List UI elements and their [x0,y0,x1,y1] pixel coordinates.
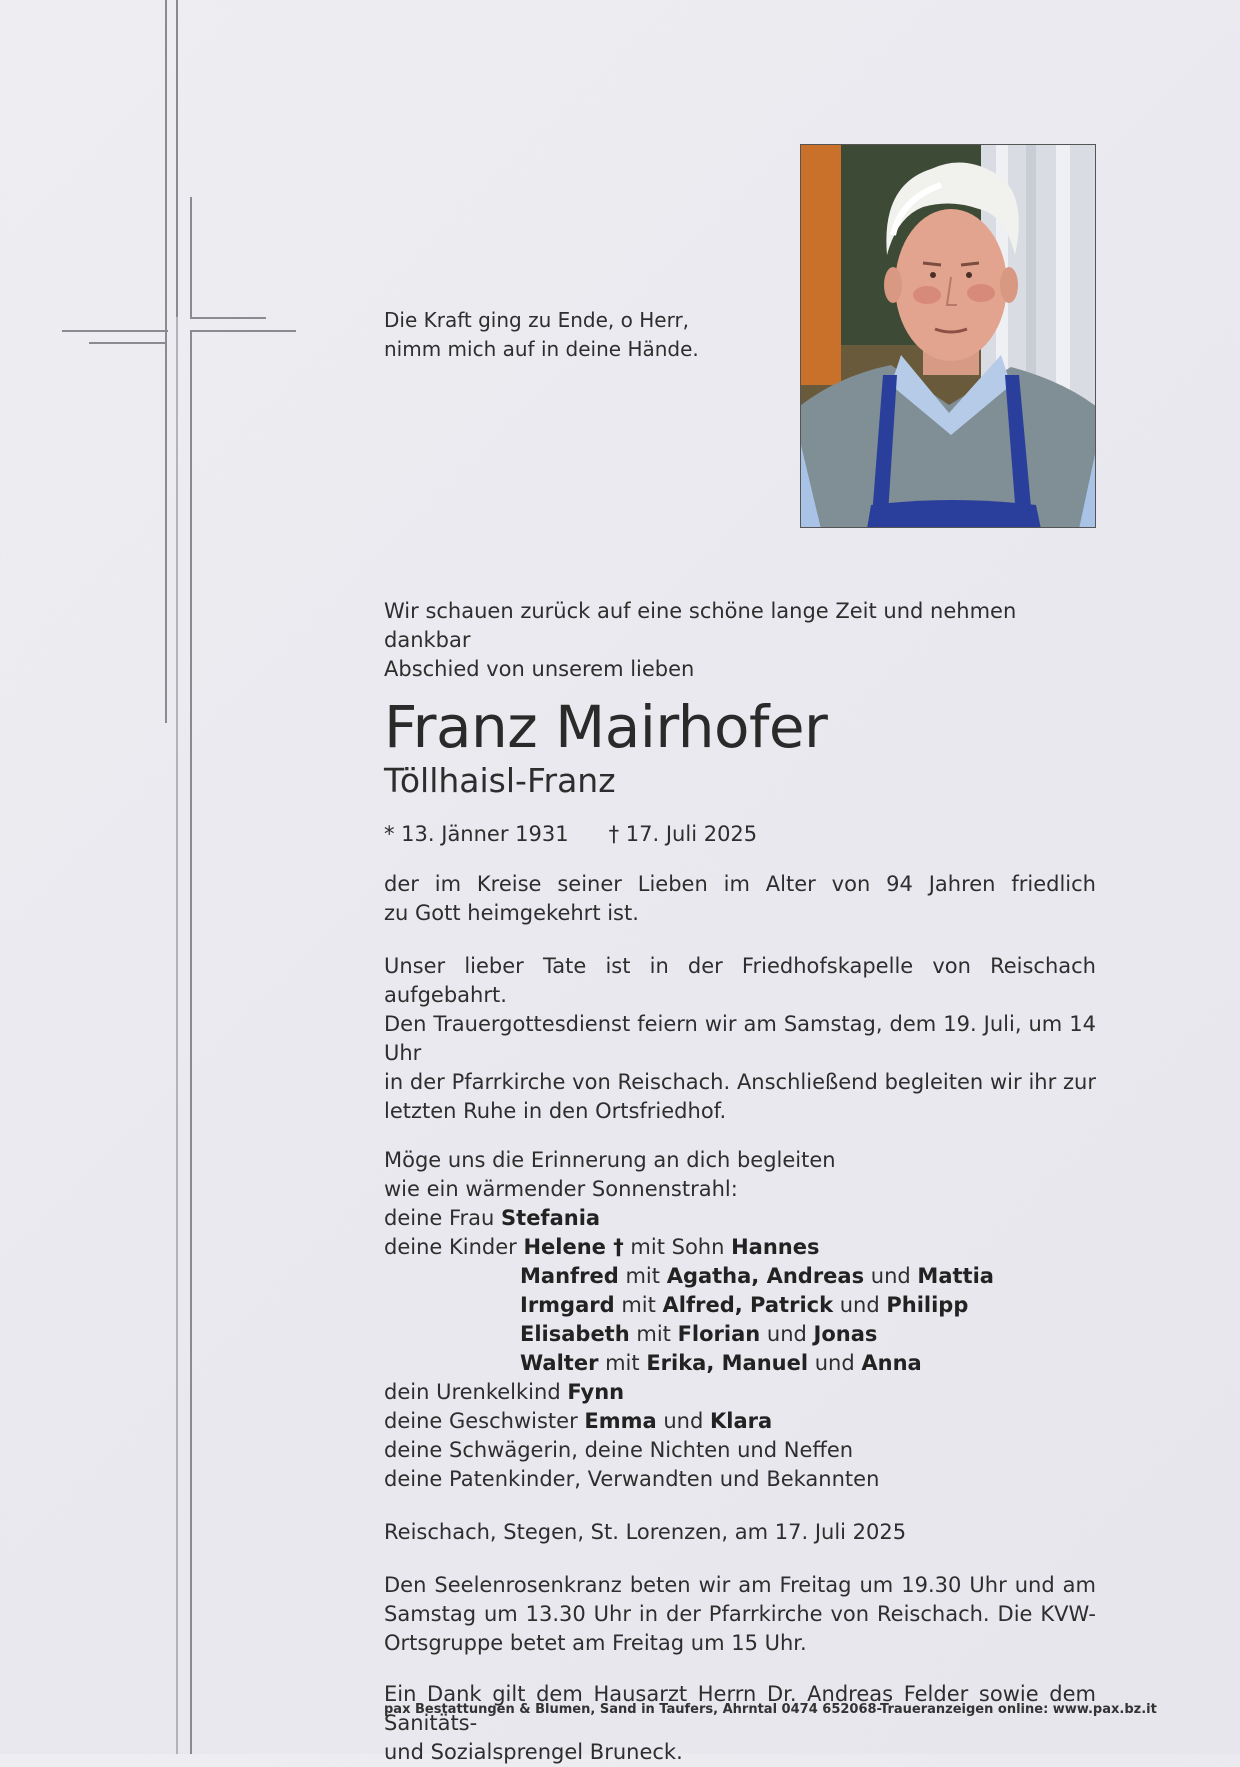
connector-text: mit Sohn [623,1235,732,1259]
passing-line-2: zu Gott heimgekehrt ist. [384,901,639,925]
passing-paragraph [384,870,1096,928]
wish-line-1: Möge uns die Erinnerung an dich begleiten [384,1148,836,1172]
rosary-paragraph [384,1571,1096,1658]
sibling-name: Klara [710,1409,773,1433]
birth-date: * 13. Jänner 1931 [384,822,569,846]
children-row-5 [384,1349,1096,1378]
connector-text: mit [629,1322,678,1346]
connector-text: und [808,1351,862,1375]
funeral-home-footer: pax Bestattungen & Blumen, Sand in Taufers, Ahrntal 0474 652068-Traueranzeigen online: www.pax.bz.it [384,1702,1157,1717]
quote-line-2: nimm mich auf in deine Hände. [384,337,699,361]
sibling-name: Emma [584,1409,657,1433]
connector-text: mit [614,1293,663,1317]
funeral-line-1: Unser lieber Tate ist in der Friedhofskapelle von Reischach aufgebahrt. [384,954,1096,1007]
passing-line-1: der im Kreise seiner Lieben im Alter von 94 Jahren friedlich [384,872,1096,896]
child-name: Manfred [520,1264,619,1288]
connector-text: und [656,1409,710,1433]
rosary-line-3: Ortsgruppe betet am Freitag um 15 Uhr. [384,1631,807,1655]
inlaws-row: deine Schwägerin, deine Nichten und Neffen [384,1438,854,1462]
children-label: deine Kinder [384,1235,524,1259]
rosary-line-1: Den Seelenrosenkranz beten wir am Freitag um 19.30 Uhr und am [384,1573,1096,1597]
children-row-2 [384,1262,1096,1291]
great-grandchild-name: Fynn [567,1380,625,1404]
grandchild-name: Mattia [917,1264,994,1288]
grandchildren-names: Agatha, Andreas [666,1264,865,1288]
children-row-1 [384,1233,1096,1262]
siblings-row [384,1407,1096,1436]
child-name: Walter [520,1351,599,1375]
rosary-line-2: Samstag um 13.30 Uhr in der Pfarrkirche von Reischach. Die KVW- [384,1602,1096,1626]
connector-text: mit [598,1351,647,1375]
funeral-line-4: letzten Ruhe in den Ortsfriedhof. [384,1099,727,1123]
thanks-line-1: Ein Dank gilt dem Hausarzt Herrn Dr. Andreas Felder sowie dem Sanitäts- [384,1682,1096,1735]
intro-text [384,597,1096,684]
wife-name: Stefania [501,1206,601,1230]
great-grandchild-row [384,1378,1096,1407]
grandchildren-names: Alfred, Patrick [662,1293,834,1317]
grandchild-name: Jonas [813,1322,878,1346]
grandchild-name: Philipp [886,1293,969,1317]
grandchildren-names: Erika, Manuel [646,1351,809,1375]
grandchildren-names: Florian [677,1322,761,1346]
godchildren-row: deine Patenkinder, Verwandten und Bekannten [384,1467,880,1491]
life-dates [384,820,1096,848]
connector-text: mit [618,1264,667,1288]
grandchild-name: Hannes [731,1235,820,1259]
great-grandchild-label: dein Urenkelkind [384,1380,568,1404]
connector-text: und [864,1264,918,1288]
child-name: Elisabeth [520,1322,630,1346]
portrait-photo [800,144,1096,528]
wife-label: deine Frau [384,1206,502,1230]
siblings-label: deine Geschwister [384,1409,585,1433]
children-row-4 [384,1320,1096,1349]
intro-line-2: Abschied von unserem lieben [384,657,695,681]
death-date: † 17. Juli 2025 [608,822,758,846]
connector-text: und [833,1293,887,1317]
obituary-content [384,597,1157,1767]
place-date: Reischach, Stegen, St. Lorenzen, am 17. Juli 2025 [384,1520,907,1544]
children-row-3 [384,1291,1096,1320]
wish-line-2: wie ein wärmender Sonnenstrahl: [384,1177,738,1201]
thanks-line-2: und Sozialsprengel Bruneck. [384,1740,683,1764]
deceased-nickname: Töllhaisl-Franz [384,761,616,800]
wife-row [384,1204,1096,1233]
child-name: Helene † [523,1235,624,1259]
connector-text: und [760,1322,814,1346]
deceased-name: Franz Mairhofer [384,693,828,761]
grandchild-name: Anna [861,1351,922,1375]
opening-quote [384,306,699,364]
family-list [384,1146,1096,1494]
funeral-line-2: Den Trauergottesdienst feiern wir am Samstag, dem 19. Juli, um 14 Uhr [384,1012,1096,1065]
quote-line-1: Die Kraft ging zu Ende, o Herr, [384,308,690,332]
child-name: Irmgard [520,1293,615,1317]
intro-line-1: Wir schauen zurück auf eine schöne lange Zeit und nehmen dankbar [384,599,1017,652]
funeral-line-3: in der Pfarrkirche von Reischach. Anschließend begleiten wir ihr zur [384,1070,1096,1094]
funeral-paragraph [384,952,1096,1126]
